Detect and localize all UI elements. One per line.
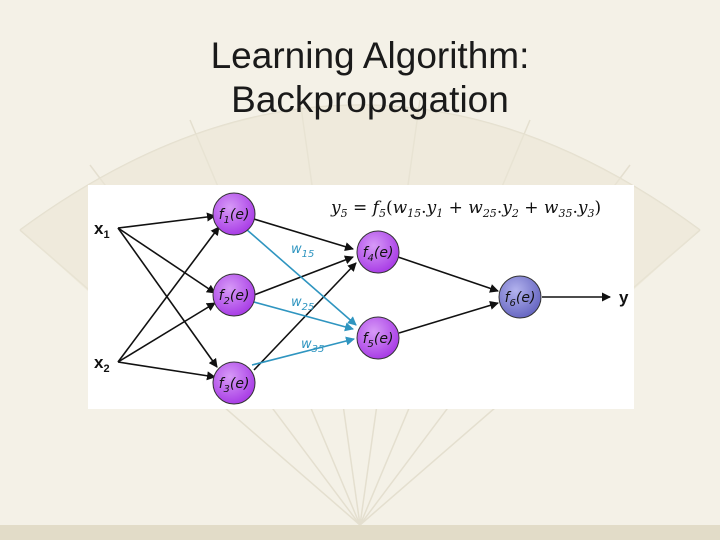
neuron-label-f2: $f_2(e)$ [218,288,250,307]
network-diagram [88,185,634,409]
title-line-1: Learning Algorithm: [210,35,530,76]
output-label-y: y [619,288,629,307]
edge-x1-f1 [118,216,215,228]
neuron-label-f5: $f_5(e)$ [362,331,394,350]
weight-label-w25: $w_{25}$ [291,295,315,313]
neuron-label-f3: $f_3(e)$ [218,376,250,395]
network-diagram-panel [88,185,634,409]
slide-title [150,34,590,122]
input-label-x1: $x_1$ [94,219,110,241]
slide-footer-bar [0,525,720,540]
edge-x2-f2 [118,303,215,362]
title-line-2: Backpropagation [231,79,509,120]
edge-f4-f6 [398,257,498,291]
weight-label-w35: $w_{35}$ [301,337,325,355]
neuron-label-f4: $f_4(e)$ [362,245,394,264]
weight-label-w15: $w_{15}$ [291,242,315,260]
edge-f5-f6 [399,303,498,333]
neuron-label-f6: $f_6(e)$ [504,290,536,309]
edge-f2-f4 [254,257,353,295]
neuron-label-f1: $f_1(e)$ [218,207,250,226]
edge-x1-f2 [118,228,215,293]
edge-f1-f4 [254,219,353,249]
equation: $y_5 = f_5(w_{15}.y_1 + w_{25}.y_2 + w_{35}.y_3)$ [331,198,602,220]
input-label-x2: $x_2$ [94,353,110,375]
edge-x2-f3 [118,362,215,377]
edge-x2-f1 [118,227,219,362]
